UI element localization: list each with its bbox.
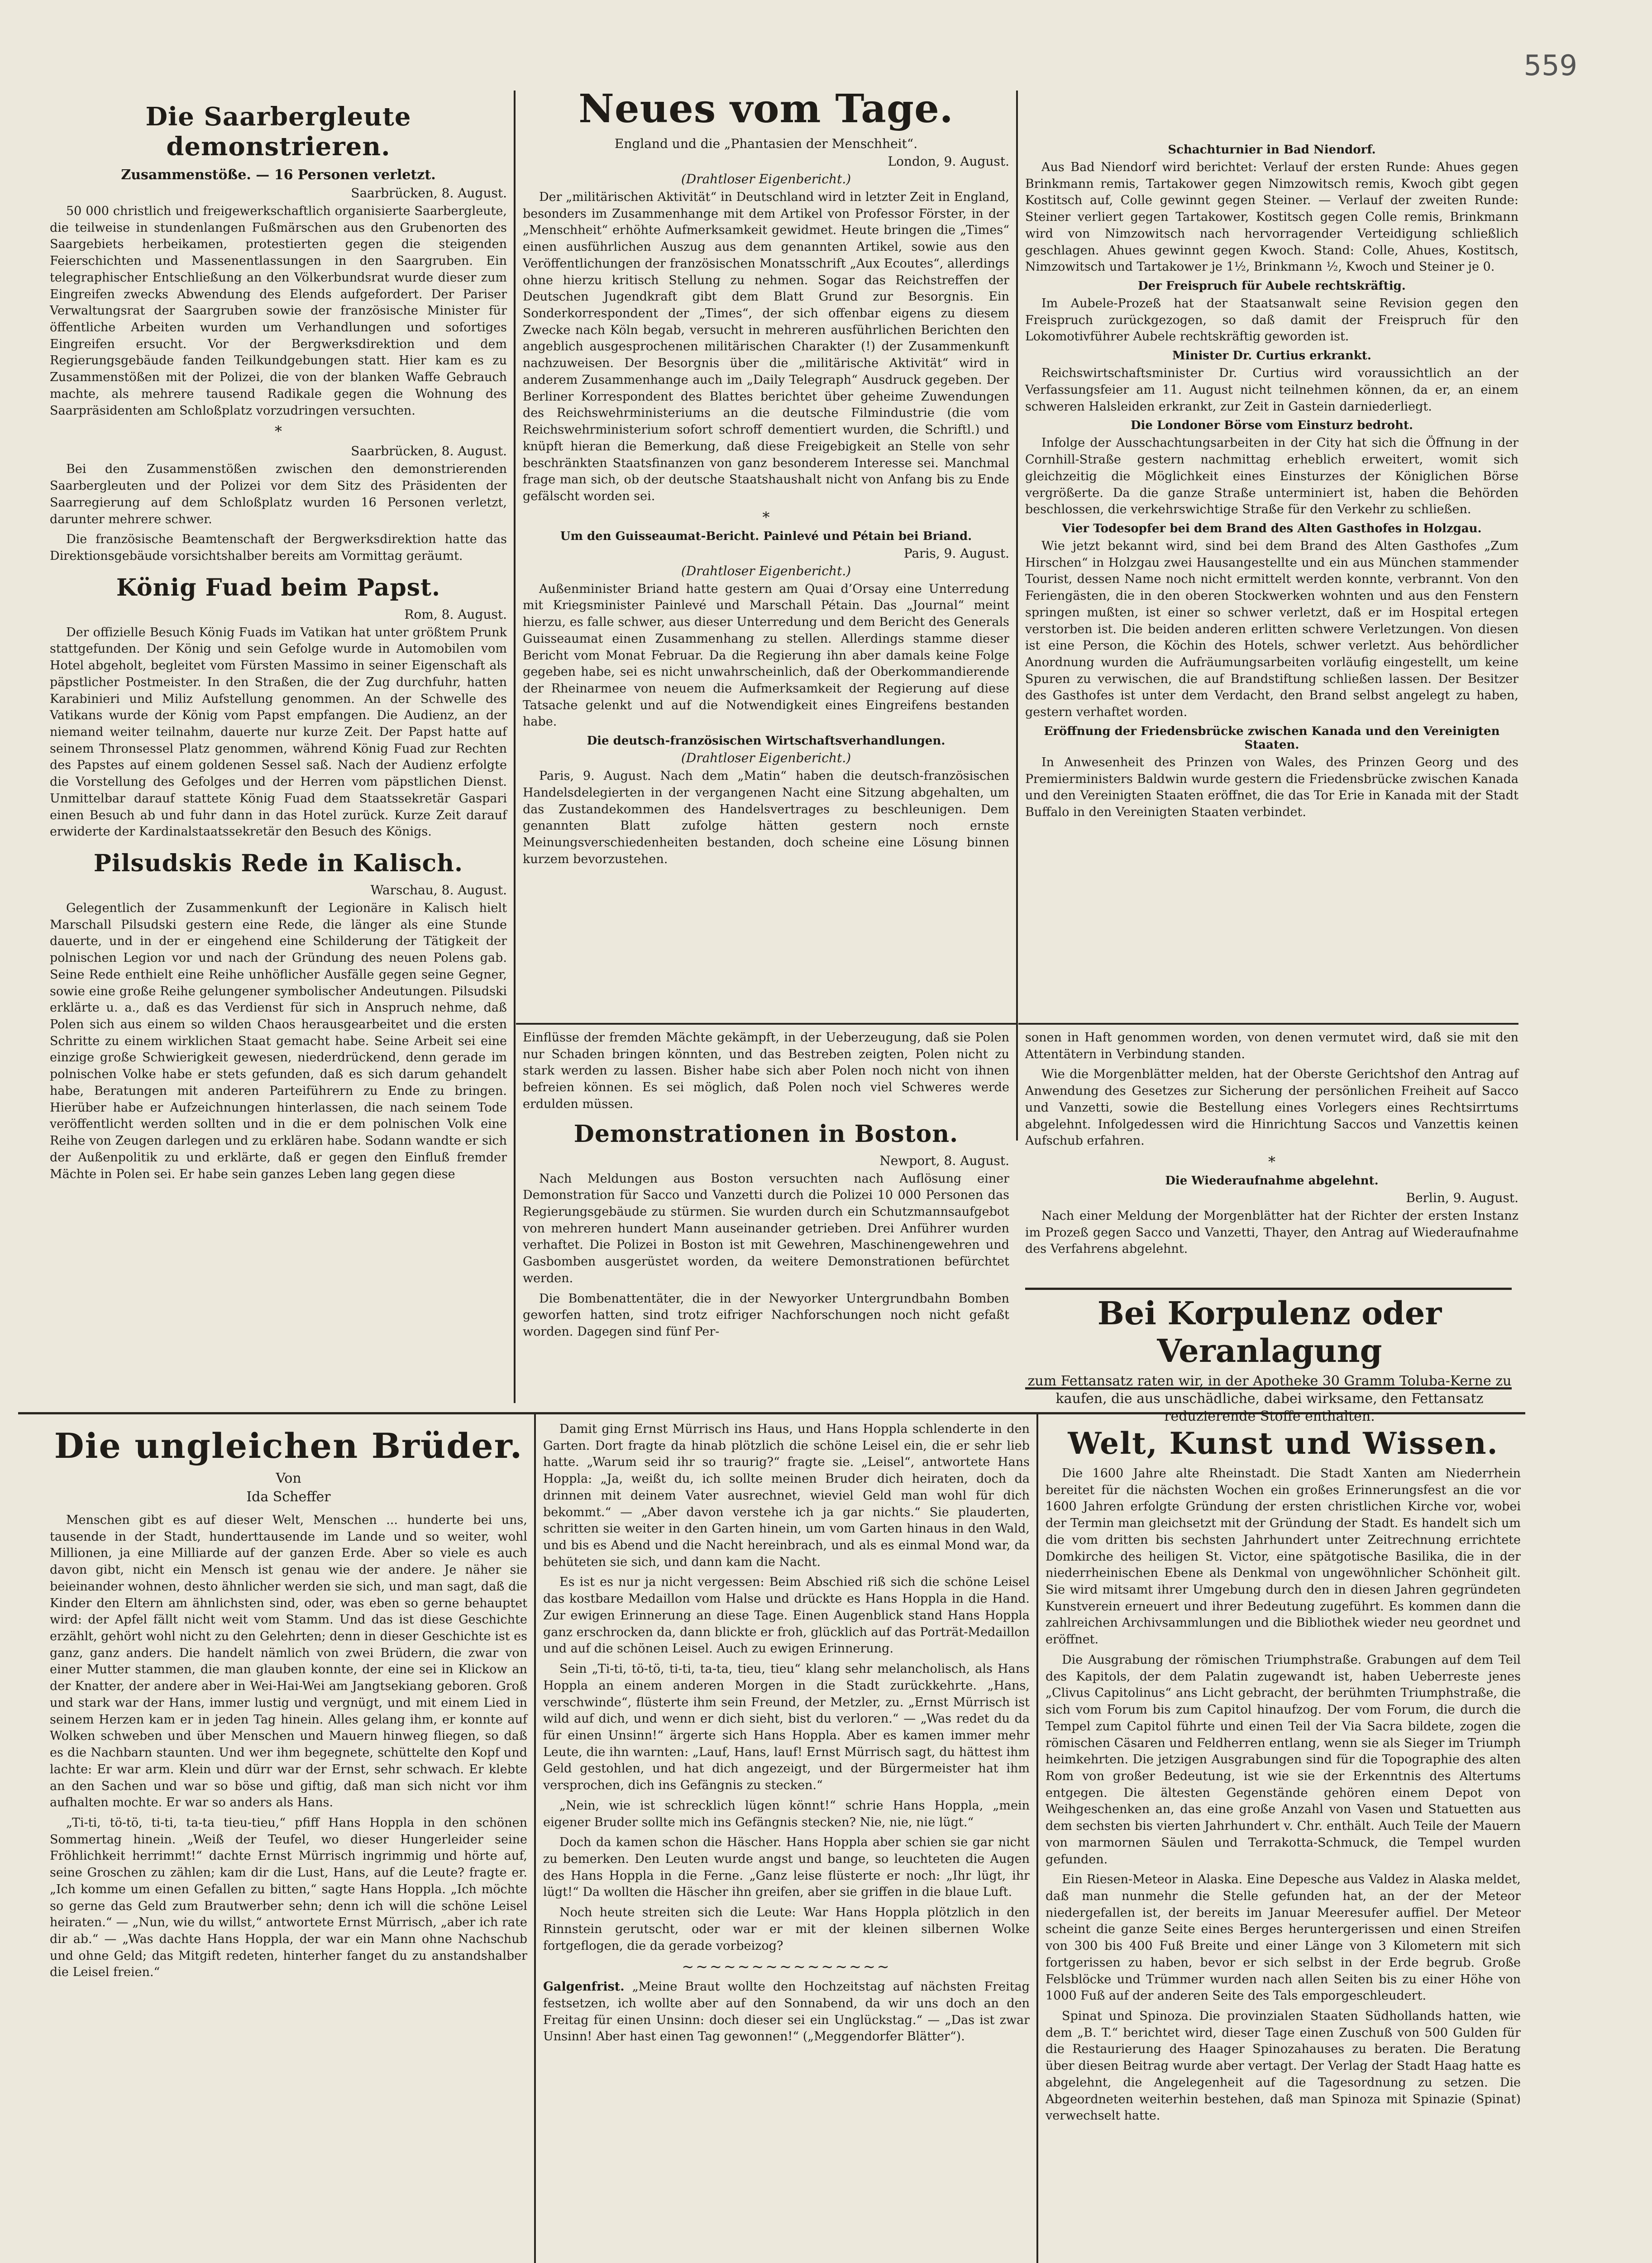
- bomben-paragraph: Die Bombenattentäter, die in der Newyorker Untergrundbahn Bomben geworfen hatten, sind trotz eifriger Nachforschungen noch nicht gefaßt worden. Dagegen sind fünf Per-: [523, 1291, 1009, 1339]
- fuad-headline: König Fuad beim Papst.: [116, 573, 441, 602]
- boston-continued: sonen in Haft genommen worden, von denen vermutet wird, daß sie mit den Attentätern in Verbindung standen.: [1025, 1031, 1518, 1061]
- paris-source: (Drahtloser Eigenbericht.): [681, 563, 851, 578]
- pilsudski-headline: Pilsudskis Rede in Kalisch.: [93, 850, 463, 877]
- schach-sub: Schachturnier in Bad Niendorf.: [1168, 143, 1376, 157]
- boston-paragraph: Nach Meldungen aus Boston versuchten nach Auflösung einer Demonstration für Sacco und Vanzetti durch die Polizei 10 000 Personen das Regierungsgebäude zu stürmen. Sie wurden durch ein Schutzmannsaufgebot von mehreren hundert Mann auseinander getrieben. Drei Anführer wurden verhaftet. Die Polizei in Boston ist mit Gewehren, Maschinengewehren und Gasbomben ausgerüstet worden, da weitere Demonstrationen befürchtet werden.: [523, 1171, 1009, 1285]
- bottom-right-column: [1046, 1421, 1521, 2263]
- england-paragraph: Der „militärischen Aktivität“ in Deutschland wird in letzter Zeit in England, besonders im Zusammenhange mit dem Artikel von Professor Förster, in der „Menschheit“ erhöhte Aufmerksamkeit gewidmet. Heute bringen die „Times“ einen ausführlichen Auszug aus dem genannten Artikel, sowie aus den Veröffentlichungen der französischen Monatsschrift „Aux Ecoutes“, allerdings ohne hierzu kritisch Stellung zu nehmen. Sogar das Reichstreffen der Deutschen Jugendkraft gibt dem Blatt Grund zur Besorgnis. Ein Sonderkorrespondent der „Times“, der sich offenbar eigens zu diesem Zwecke nach Köln begab, versucht in mehreren ausführlichen Berichten den angeblich ausgesprochenen militärischen Charakter (!) der Zusammenkunft nachzuweisen. Der Besorgnis über die „militärische Aktivität“ wird in anderem Zusammenhange auch im „Daily Telegraph“ Ausdruck gegeben. Der Berliner Korrespondent des Blattes berichtet über geheime Zuwendungen des Reichswehrministeriums an die deutsche Filmindustrie (die vom Reichswehrministerium sofort schroff dementiert wurden, die Schriftl.) und knüpft hieran die Bemerkung, daß diese Freigebigkeit an Stelle von sehr beschränkten Staatsfinanzen von ganz besonderem Interesse sei. Manchmal frage man sich, ob der deutsche Staatshaushalt nicht von Anfang bis zu Ende gefälscht worden sei.: [523, 190, 1009, 503]
- aubele-sub: Der Freispruch für Aubele rechtskräftig.: [1138, 279, 1406, 293]
- galgenfrist-text: „Meine Braut wollte den Hochzeitstag auf nächsten Freitag festsetzen, ich wollte aber auf den Sonnabend, da wir uns doch an den Freitag für einen Unsinn: doch dieser sei ein Unglückstag.“ — „Das ist zwar Unsinn! Aber hast einen Tag gewonnen!“ („Meggendorfer Blätter“).: [543, 1980, 1030, 2044]
- curtius-sub: Minister Dr. Curtius erkrankt.: [1172, 349, 1371, 363]
- separator-star: *: [275, 423, 282, 440]
- brueder-paragraph-2: „Ti-ti, tö-tö, ti-ti, ta-ta tieu-tieu,“ pfiff Hans Hoppla in den schönen Sommertag hinein. „Weiß der Teufel, wo dieser Hungerleider seine Fröhlichkeit herrimmt!“ dachte Ernst Mürrisch ingrimmig und hörte auf, seine Groschen zu zählen; kam dir die Lust, Hans, auf die Leute? fragte er. „Ich komme um einen Gefallen zu bitten,“ sagte Hans Hoppla. „Ich möchte so gerne das Geld zum Brautwerber sehn; denn ich will die schöne Leisel heiraten.“ — „Nun, wie du willst,“ antwortete Ernst Mürrisch, „aber ich rate dir ab.“ — „Was dachte Hans Hoppla, der war ein Mann ohne Nachschub und ohne Geld; das Mitgift redeten, hinterher fanget du zu anstandshalber die Leisel freien.“: [50, 1815, 527, 1980]
- neues-vom-tage-headline: Neues vom Tage.: [578, 86, 954, 132]
- saar-dateline-2: Saarbrücken, 8. August.: [351, 444, 507, 459]
- brueder-paragraph-4: Es ist es nur ja nicht vergessen: Beim Abschied riß sich die schöne Leisel das kostbare Medaillon vom Halse und drückte es Hans Hoppla in die Hand. Zur ewigen Erinnerung an diese Tage. Einen Augenblick stand Hans Hoppla ganz erschrocken da, dann blickte er froh, glücklich auf das Porträt-Medaillon und auf die schönen Leisel. Auch zu ewigen Erinnerung.: [543, 1575, 1030, 1656]
- byline-von: Von: [276, 1470, 301, 1486]
- bottom-mid-column: [543, 1421, 1030, 2263]
- ad-top-rule: [1025, 1288, 1512, 1290]
- wavy-separator: ~~~~~~~~~~~~~~~: [682, 1958, 891, 1976]
- wiederaufnahme-sub: Die Wiederaufnahme abgelehnt.: [1165, 1174, 1379, 1188]
- england-sub: England und die „Phantasien der Menschheit“.: [614, 136, 918, 151]
- separator-star-2: *: [762, 508, 770, 526]
- welt-headline: Welt, Kunst und Wissen.: [1068, 1426, 1499, 1461]
- briand-paragraph: Außenminister Briand hatte gestern am Quai d’Orsay eine Unterredung mit Kriegsminister Painlevé und Marschall Pétain. Das „Journal“ meint hierzu, es falle schwer, aus dieser Unterredung und dem Bericht des Generals Guisseaumat einen Zusammenhang zu stellen. Allerdings stamme dieser Bericht vom Monat Februar. Da die Regierung ihn aber damals keine Folge gegeben habe, sei es nicht unwahrscheinlich, daß der Oberkommandierende der Rheinarmee von neuem die Aufmerksamkeit der Regierung auf diese Tatsache gelenkt und auf die Notwendigkeit eines Eingreifens bestanden habe.: [523, 582, 1009, 729]
- brueder-paragraph-6: „Nein, wie ist schrecklich lügen könnt!“ schrie Hans Hoppla, „mein eigener Bruder sollte mich ins Gefängnis stecken? Nie, nie, nie lügt.“: [543, 1798, 1030, 1829]
- pilsudski-dateline: Warschau, 8. August.: [370, 883, 507, 898]
- brueder-paragraph-1: Menschen gibt es auf dieser Welt, Menschen ... hunderte bei uns, tausende in der Stadt, hunderttausende im Lande und so weiter, wohl Millionen, ja eine Milliarde auf der ganzen Erde. Aber so viele es auch davon gibt, nicht ein Mensch ist genau wie der andere. Je näher sie beieinander wohnen, desto ähnlicher werden sie sich, und man sagt, daß die Kinder den Eltern am ähnlichsten sind, oder, was eben so gerne behauptet wird: der Apfel fällt nicht weit vom Stamm. Und das ist diese Geschichte erzählt, gehört wohl nicht zu den Gelehrten; denn in dieser Geschichte ist es ganz, ganz anders. Die handelt nämlich von zwei Brüdern, die zwar von einer Mutter stammen, die man glauben konnte, der eine sei in Klickow an der Knatter, der andere aber in Wei-Hai-Wei am Jangtsekiang geboren. Groß und stark war der Hans, immer lustig und vergnügt, und mit einem Lied in seinem Herzen kam er in jeden Tag hinein. Alles gelang ihm, er konnte auf Wolken schweben und über Menschen und Mauern hinweg fliegen, so daß es die Nachbarn staunten. Und wer ihm begegnete, schüttelte den Kopf und lachte: Er war arm. Klein und dürr war der Ernst, sehr schwach. Er klebte an den Sachen und war so böse und giftig, daß man sich nicht vor ihm aufhalten mochte. Er war so anders als Hans.: [50, 1513, 527, 1810]
- brueder-paragraph-3: Damit ging Ernst Mürrisch ins Haus, und Hans Hoppla schlenderte in den Garten. Dort fragte da hinab plötzlich die schöne Leisel ein, die er sehr lieb hatte. „Warum seid ihr so traurig?“ fragte sie. „Leisel“, antwortete Hans Hoppla: „Ja, weißt du, ich sollte meinen Bruder dich heiraten, doch da drinnen mit deinem Vater ausrechnet, wieviel Geld man wohl für dich bekommt.“ — „Aber davon verstehe ich ja gar nichts.“ Sie plauderten, schritten sie weiter in den Garten hinein, um vom Garten hinaus in den Wald, und bis es Abend und die Nacht hereinbrach, und als es einmal Mond war, da behüteten sie sich, und dann kam die Nacht.: [543, 1422, 1030, 1569]
- col-rule-3: [534, 1414, 536, 2263]
- holzgau-sub: Vier Todesopfer bei dem Brand des Alten Gasthofes in Holzgau.: [1062, 521, 1482, 535]
- paris-dateline: Paris, 9. August.: [903, 545, 1009, 561]
- schach-paragraph: Aus Bad Niendorf wird berichtet: Verlauf der ersten Runde: Ahues gegen Brinkmann remis, Tartakower gegen Nimzowitsch remis, Kwoch gibt gegen Kostitsch auf, Colle gewinnt gegen Steiner. — Verlauf der zweiten Runde: Steiner verliert gegen Tartakower, Kostitsch gegen Colle remis, Brinkmann wird von Nimzowitsch nach hervorragender Verteidigung schließlich geschlagen. Ahues gewinnt gegen Kwoch. Stand: Colle, Ahues, Kostitsch, Nimzowitsch und Tartakower je 1½, Brinkmann ½, Kwoch und Steiner je 0.: [1025, 160, 1518, 274]
- top-right-column: [1025, 140, 1518, 1018]
- pilsudski-paragraph: Gelegentlich der Zusammenkunft der Legionäre in Kalisch hielt Marschall Pilsudski gestern eine Rede, die länger als eine Stunde dauerte, und in der er eingehend eine Schilderung der Tätigkeit der polnischen Legion vor und nach der Gründung des neuen Polens gab. Seine Rede enthielt eine Reihe unhöflicher Ausfälle gegen seine Gegner, sowie eine große Reihe gelungener symbolischer Andeutungen. Pilsudski erklärte u. a., daß es das Verdienst für sich in Anspruch nehme, daß Polen sich aus einem so wilden Chaos herausgearbeitet und die ersten Schritte zu einem wirklichen Staat gemacht habe. Seine Arbeit sei eine einzige große Schwierigkeit gewesen, niederdrückend, denn gerade im polnischen Volke habe er stets gefunden, daß es sich darum gehandelt habe, Beratungen mit anderen Parteiführern zu Ende zu bringen. Hierüber habe er Aufzeichnungen hinterlassen, die nach seinem Tode veröffentlicht werden sollten und in die er dem polnischen Volk eine Reihe von Zeugen darlegen und zu erklären habe. Sodann wandte er sich der Außenpolitik zu und erklärte, daß er gegen den Einfluß fremder Mächte in Polen sei. Er habe sein ganzes Leben lang gegen diese: [50, 901, 507, 1181]
- boston-headline: Demonstrationen in Boston.: [573, 1120, 959, 1148]
- curtius-paragraph: Reichswirtschaftsminister Dr. Curtius wird voraussichtlich an der Verfassungsfeier am 11. August nicht teilnehmen können, da er, an einem schweren Halsleiden erkrankt, zur Zeit in Gastein darniederliegt.: [1025, 366, 1518, 414]
- mid-mid-column: [523, 1030, 1009, 1401]
- mid-top-rule: [516, 1023, 1016, 1025]
- brueder-headline: Die ungleichen Brüder.: [54, 1426, 523, 1466]
- fuad-dateline: Rom, 8. August.: [404, 606, 507, 622]
- spinoza-paragraph: Spinat und Spinoza. Die provinzialen Staaten Südhollands hatten, wie dem „B. T.“ berichtet wird, dieser Tage einen Zuschuß von 500 Gulden für die Restaurierung des Haager Spinozahauses zu beraten. Die Beratung über diesen Beitrag wurde aber vertagt. Der Verlag der Stadt Haag hatte es abgelehnt, die Angelegenheit auf die Tagesordnung zu setzen. Die Abgeordneten weiterhin bestehen, daß man Spinoza mit Spinazie (Spinat) verwechselt hatte.: [1046, 2009, 1521, 2123]
- byline-author: Ida Scheffer: [246, 1489, 331, 1505]
- meteor-paragraph: Ein Riesen-Meteor in Alaska. Eine Depesche aus Valdez in Alaska meldet, daß man nunmehr die Stelle gefunden hat, an der der Meteor niedergefallen ist, der bereits im Januar Meeresufer auffiel. Der Meteor scheint die ganze Seite eines Berges heruntergerissen und einen Streifen von 300 bis 400 Fuß Breite und einer Länge von 3 Kilometern mit sich fortgerissen zu haben, bevor er sich selbst in der Erde begrub. Große Felsblöcke und Trümmer wurden nach allen Seiten bis zu einer Höhe von 1000 Fuß auf der anderen Seite des Tals emporgeschleudert.: [1046, 1872, 1521, 2003]
- korpulenz-ad: [1027, 1294, 1512, 1424]
- england-source: (Drahtloser Eigenbericht.): [681, 172, 851, 186]
- aubele-paragraph: Im Aubele-Prozeß hat der Staatsanwalt seine Revision gegen den Freispruch zurückgezogen, so daß damit der Freispruch für den Lokomotivführer Aubele rechtskräftig geworden ist.: [1025, 296, 1518, 344]
- ad-headline: Bei Korpulenz oder Veranlagung: [1097, 1294, 1442, 1370]
- saar-paragraph-3: Die französische Beamtenschaft der Bergwerksdirektion hatte das Direktionsgebäude vorsichtshalber bereits am Vormittag geräumt.: [50, 532, 507, 563]
- col-rule-1: [514, 91, 516, 1403]
- separator-star-3: *: [1268, 1153, 1275, 1171]
- top-left-column: [50, 102, 507, 1405]
- brueder-paragraph-7: Doch da kamen schon die Häscher. Hans Hoppla aber schien sie gar nicht zu bemerken. Den Leuten wurde angst und bange, so leuchteten die Augen des Hans Hoppla in die Ferne. „Ganz leise flüsterte er noch: „Ihr lügt, ihr lügt!“ Da wollten die Häscher ihn greifen, aber sie griffen in die blaue Luft.: [543, 1835, 1030, 1900]
- saar-dateline: Saarbrücken, 8. August.: [351, 186, 507, 201]
- sacco-paragraph: Wie die Morgenblätter melden, hat der Oberste Gerichtshof den Antrag auf Anwendung des Gesetzes zur Sicherung der persönlichen Freiheit auf Sacco und Vanzetti, sowie die Bestellung eines Vorlegers eines Rechtsirrtums abgelehnt. Infolgedessen wird die Hinrichtung Saccos und Vanzettis keinen Aufschub erfahren.: [1025, 1067, 1518, 1148]
- col-rule-4: [1036, 1414, 1038, 2263]
- boerse-sub: Die Londoner Börse vom Einsturz bedroht.: [1130, 419, 1413, 433]
- wirtschaft-sub: Die deutsch-französischen Wirtschaftsverhandlungen.: [587, 734, 945, 748]
- bottom-left-column: [50, 1421, 527, 2263]
- triumph-paragraph: Die Ausgrabung der römischen Triumphstraße. Grabungen auf dem Teil des Kapitols, der dem Palatin zugewandt ist, haben Ueberreste jenes „Clivus Capitolinus“ ans Licht gebracht, der berühmten Triumphstraße, die sich vom Forum bis zum Capitol hinaufzog. Der vom Forum, die durch die Tempel zum Capitol führte und einen Teil der Via Sacra bildete, zogen die römischen Cäsaren und Feldherren entlang, wenn sie als Sieger im Triumph heimkehrten. Die jetzigen Ausgrabungen sind für die Topographie des alten Rom von großer Bedeutung, ist wie sie der Erkenntnis des Altertums entgegen. Die ältesten Gegenstände gehören einem Depot von Weihgeschenken an, das eine große Anzahl von Vasen und Statuetten aus dem sechsten bis vierten Jahrhundert v. Chr. enthält. Auch Teile der Mauern von marmornen Säulen und Terrakotta-Schmuck, die Tempel wurden gefunden.: [1046, 1652, 1521, 1867]
- guisseaumat-sub: Um den Guisseaumat-Bericht. Painlevé und Pétain bei Briand.: [560, 529, 972, 543]
- mid-right-column: [1025, 1030, 1518, 1283]
- england-dateline: London, 9. August.: [888, 154, 1009, 169]
- mid-right-rule: [1018, 1023, 1518, 1025]
- boston-dateline: Newport, 8. August.: [879, 1153, 1009, 1168]
- berlin-dateline: Berlin, 9. August.: [1406, 1190, 1518, 1206]
- xanten-paragraph: Die 1600 Jahre alte Rheinstadt. Die Stadt Xanten am Niederrhein bereitet für die nächsten Wochen ein großes Erinnerungsfest an die vor 1600 Jahren erfolgte Gründung der ersten christlichen Kirche vor, wobei der Termin man gleichsetzt mit der Gründung der Stadt. Es handelt sich um die vom dritten bis sechsten Jahrhundert unter Zeitrechnung errichtete Domkirche des heiligen St. Victor, eine spätgotische Basilika, die in der niederrheinischen Ebene als Denkmal von ungewöhnlicher Schönheit gilt. Sie wird mitsamt ihrer Umgebung durch den in diesen Jahren gegründeten Kunstverein erneuert und ihrer Bedeutung zugeführt. Es kommen dann die zahlreichen Archivsammlungen und die Bibliothek wieder neu geordnet und eröffnet.: [1046, 1466, 1521, 1647]
- wirtschaft-paragraph: Paris, 9. August. Nach dem „Matin“ haben die deutsch-französischen Handelsdelegierten in der vergangenen Nacht eine Sitzung abgehalten, um das Zustandekommen des Handelsvertrages zu beschleunigen. Dem genannten Blatt zufolge hätten gestern noch ernste Meinungsverschiedenheiten bestanden, doch scheine eine Lösung binnen kurzem bevorzustehen.: [523, 769, 1009, 866]
- holzgau-paragraph: Wie jetzt bekannt wird, sind bei dem Brand des Alten Gasthofes „Zum Hirschen“ in Holzgau zwei Hausangestellte und ein aus München stammender Tourist, dessen Name noch nicht ermittelt werden konnte, verbrannt. Von den Feriengästen, die in den oberen Stockwerken wohnten und aus den Fenstern springen mußten, ist einer so schwer verletzt, daß er im Hospital ertegen verstorben ist. Die beiden anderen erlitten schwere Verletzungen. Von diesen ist eine Person, die Köchin des Hotels, schwer verletzt. Aus behördlicher Anordnung wurden die Aufräumungsarbeiten vorläufig eingestellt, um keine Spuren zu verwischen, die auf Brandstiftung schließen lassen. Der Besitzer des Gasthofes ist unter dem Verdacht, den Brand selbst angelegt zu haben, gestern verhaftet worden.: [1025, 539, 1518, 720]
- fuad-paragraph: Der offizielle Besuch König Fuads im Vatikan hat unter größtem Prunk stattgefunden. Der König und sein Gefolge wurde in Automobilen vom Hotel abgeholt, begleitet vom Fürsten Massimo in seiner Eigenschaft als päpstlicher Postmeister. In den Straßen, die der Zug durchfuhr, hatten Karabinieri und Miliz Aufstellung genommen. An der Schwelle des Vatikans wurde der König vom Papst empfangen. Die Audienz, an der niemand weiter teilnahm, dauerte nur kurze Zeit. Der Papst hatte auf seinem Thronsessel Platz genommen, während König Fuad zur Rechten des Papstes auf einem goldenen Sessel saß. Nach der Audienz erfolgte die Vorstellung des Gefolges und der Herren vom päpstlichen Dienst. Unmittelbar darauf stattete König Fuad dem Staatssekretär Gaspari einen Besuch ab und fuhr dann in das Hotel zurück. Kurze Zeit darauf erwiderte der Kardinalstaatssekretär den Besuch des Königs.: [50, 625, 507, 839]
- thayer-paragraph: Nach einer Meldung der Morgenblätter hat der Richter der ersten Instanz im Prozeß gegen Sacco und Vanzetti, Thayer, den Antrag auf Wiederaufnahme des Verfahrens abgelehnt.: [1025, 1209, 1518, 1256]
- wirtschaft-source: (Drahtloser Eigenbericht.): [681, 750, 851, 766]
- brueder-paragraph-8: Noch heute streiten sich die Leute: War Hans Hoppla plötzlich in den Rinnstein gerutscht, oder war er mit der kleinen silbernen Wolke fortgeflogen, die da gerade vorbeizog?: [543, 1905, 1030, 1953]
- ad-text: zum Fettansatz raten wir, in der Apotheke 30 Gramm Toluba-Kerne zu kaufen, die aus unschädliche, dabei wirksame, den Fettansatz reduzierende Stoffe enthalten.: [1027, 1373, 1512, 1424]
- bruecke-paragraph: In Anwesenheit des Prinzen von Wales, des Prinzen Georg und des Premierministers Baldwin wurde gestern die Friedensbrücke zwischen Kanada und den Vereinigten Staaten eröffnet, die das Tor Erie in Kanada mit der Stadt Buffalo in den Vereinigten Staaten verbindet.: [1025, 755, 1518, 819]
- galgenfrist-paragraph: [543, 1979, 1030, 2045]
- galgenfrist-label: Galgenfrist.: [543, 1980, 625, 1994]
- saar-headline: Die Saarbergleute demonstrieren.: [145, 102, 411, 162]
- boerse-paragraph: Infolge der Ausschachtungsarbeiten in der City hat sich die Öffnung in der Cornhill-Straße gestern nachmittag erheblich erweitert, womit sich gleichzeitig die Möglichkeit eines Einsturzes der Königlichen Börse vergrößerte. Da die ganze Straße unterminiert ist, haben die Behörden beschlossen, die verkehrswichtige Straße für den Verkehr zu schließen.: [1025, 436, 1518, 517]
- page-number: 559: [1523, 49, 1577, 82]
- col-rule-2: [1016, 91, 1018, 1141]
- saar-paragraph: 50 000 christlich und freigewerkschaftlich organisierte Saarbergleute, die teilweise in stundenlangen Fußmärschen aus den Grubenorten des Saargebiets herbeikamen, protestierten gegen die steigenden Feierschichten und Massenentlassungen in den Saargruben. Ein telegraphischer Entschließung an den Völkerbundsrat wurde dieser zum Eingreifen zwecks Abwendung des Elends aufgefordert. Der Pariser Verwaltungsrat der Saargruben sowie der französische Minister für öffentliche Arbeiten wurden um Verhandlungen und sofortiges Eingreifen ersucht. Vor der Bergwerksdirektion und dem Regierungsgebäude fanden Teilkundgebungen statt. Hier kam es zu Zusammenstößen mit der Polizei, die von der blanken Waffe Gebrauch machte, als mehrere tausend Radikale gegen die Wohnung des Saarpräsidenten am Schloßplatz vorzudringen versuchten.: [50, 204, 507, 418]
- bruecke-sub: Eröffnung der Friedensbrücke zwischen Kanada und den Vereinigten Staaten.: [1044, 724, 1500, 752]
- top-mid-column: [523, 86, 1009, 1018]
- brueder-paragraph-5: Sein „Ti-ti, tö-tö, ti-ti, ta-ta, tieu, tieu“ klang sehr melancholisch, als Hans Hoppla an einem anderen Morgen in die Stadt zurückkehrte. „Hans, verschwinde“, flüsterte ihm sein Freund, der Metzler, zu. „Ernst Mürrisch ist wild auf dich, und wenn er dich sieht, bist du verloren.“ — „Was redet du da für einen Unsinn!“ ärgerte sich Hans Hoppla. Aber es kamen immer mehr Leute, die ihn warnten: „Lauf, Hans, lauf! Ernst Mürrisch sagt, du hättest ihm Geld gestohlen, und hat dich angezeigt, und der Bürgermeister hat ihm versprochen, dich ins Gefängnis zu stecken.“: [543, 1662, 1030, 1793]
- pilsudski-continued: Einflüsse der fremden Mächte gekämpft, in der Ueberzeugung, daß sie Polen nur Schaden bringen könnten, und das Bestreben zeigten, Polen nicht zu stark werden zu lassen. Bisher habe sich aber Polen noch nicht von ihnen befreien können. Es sei möglich, daß Polen noch viel Schweres werde erdulden müssen.: [523, 1031, 1009, 1111]
- saar-subhead: Zusammenstöße. — 16 Personen verletzt.: [121, 167, 436, 183]
- saar-paragraph-2: Bei den Zusammenstößen zwischen den demonstrierenden Saarbergleuten und der Polizei vor dem Sitz des Präsidenten der Saarregierung auf dem Schloßplatz wurden 16 Personen verletzt, darunter mehrere schwer.: [50, 462, 507, 526]
